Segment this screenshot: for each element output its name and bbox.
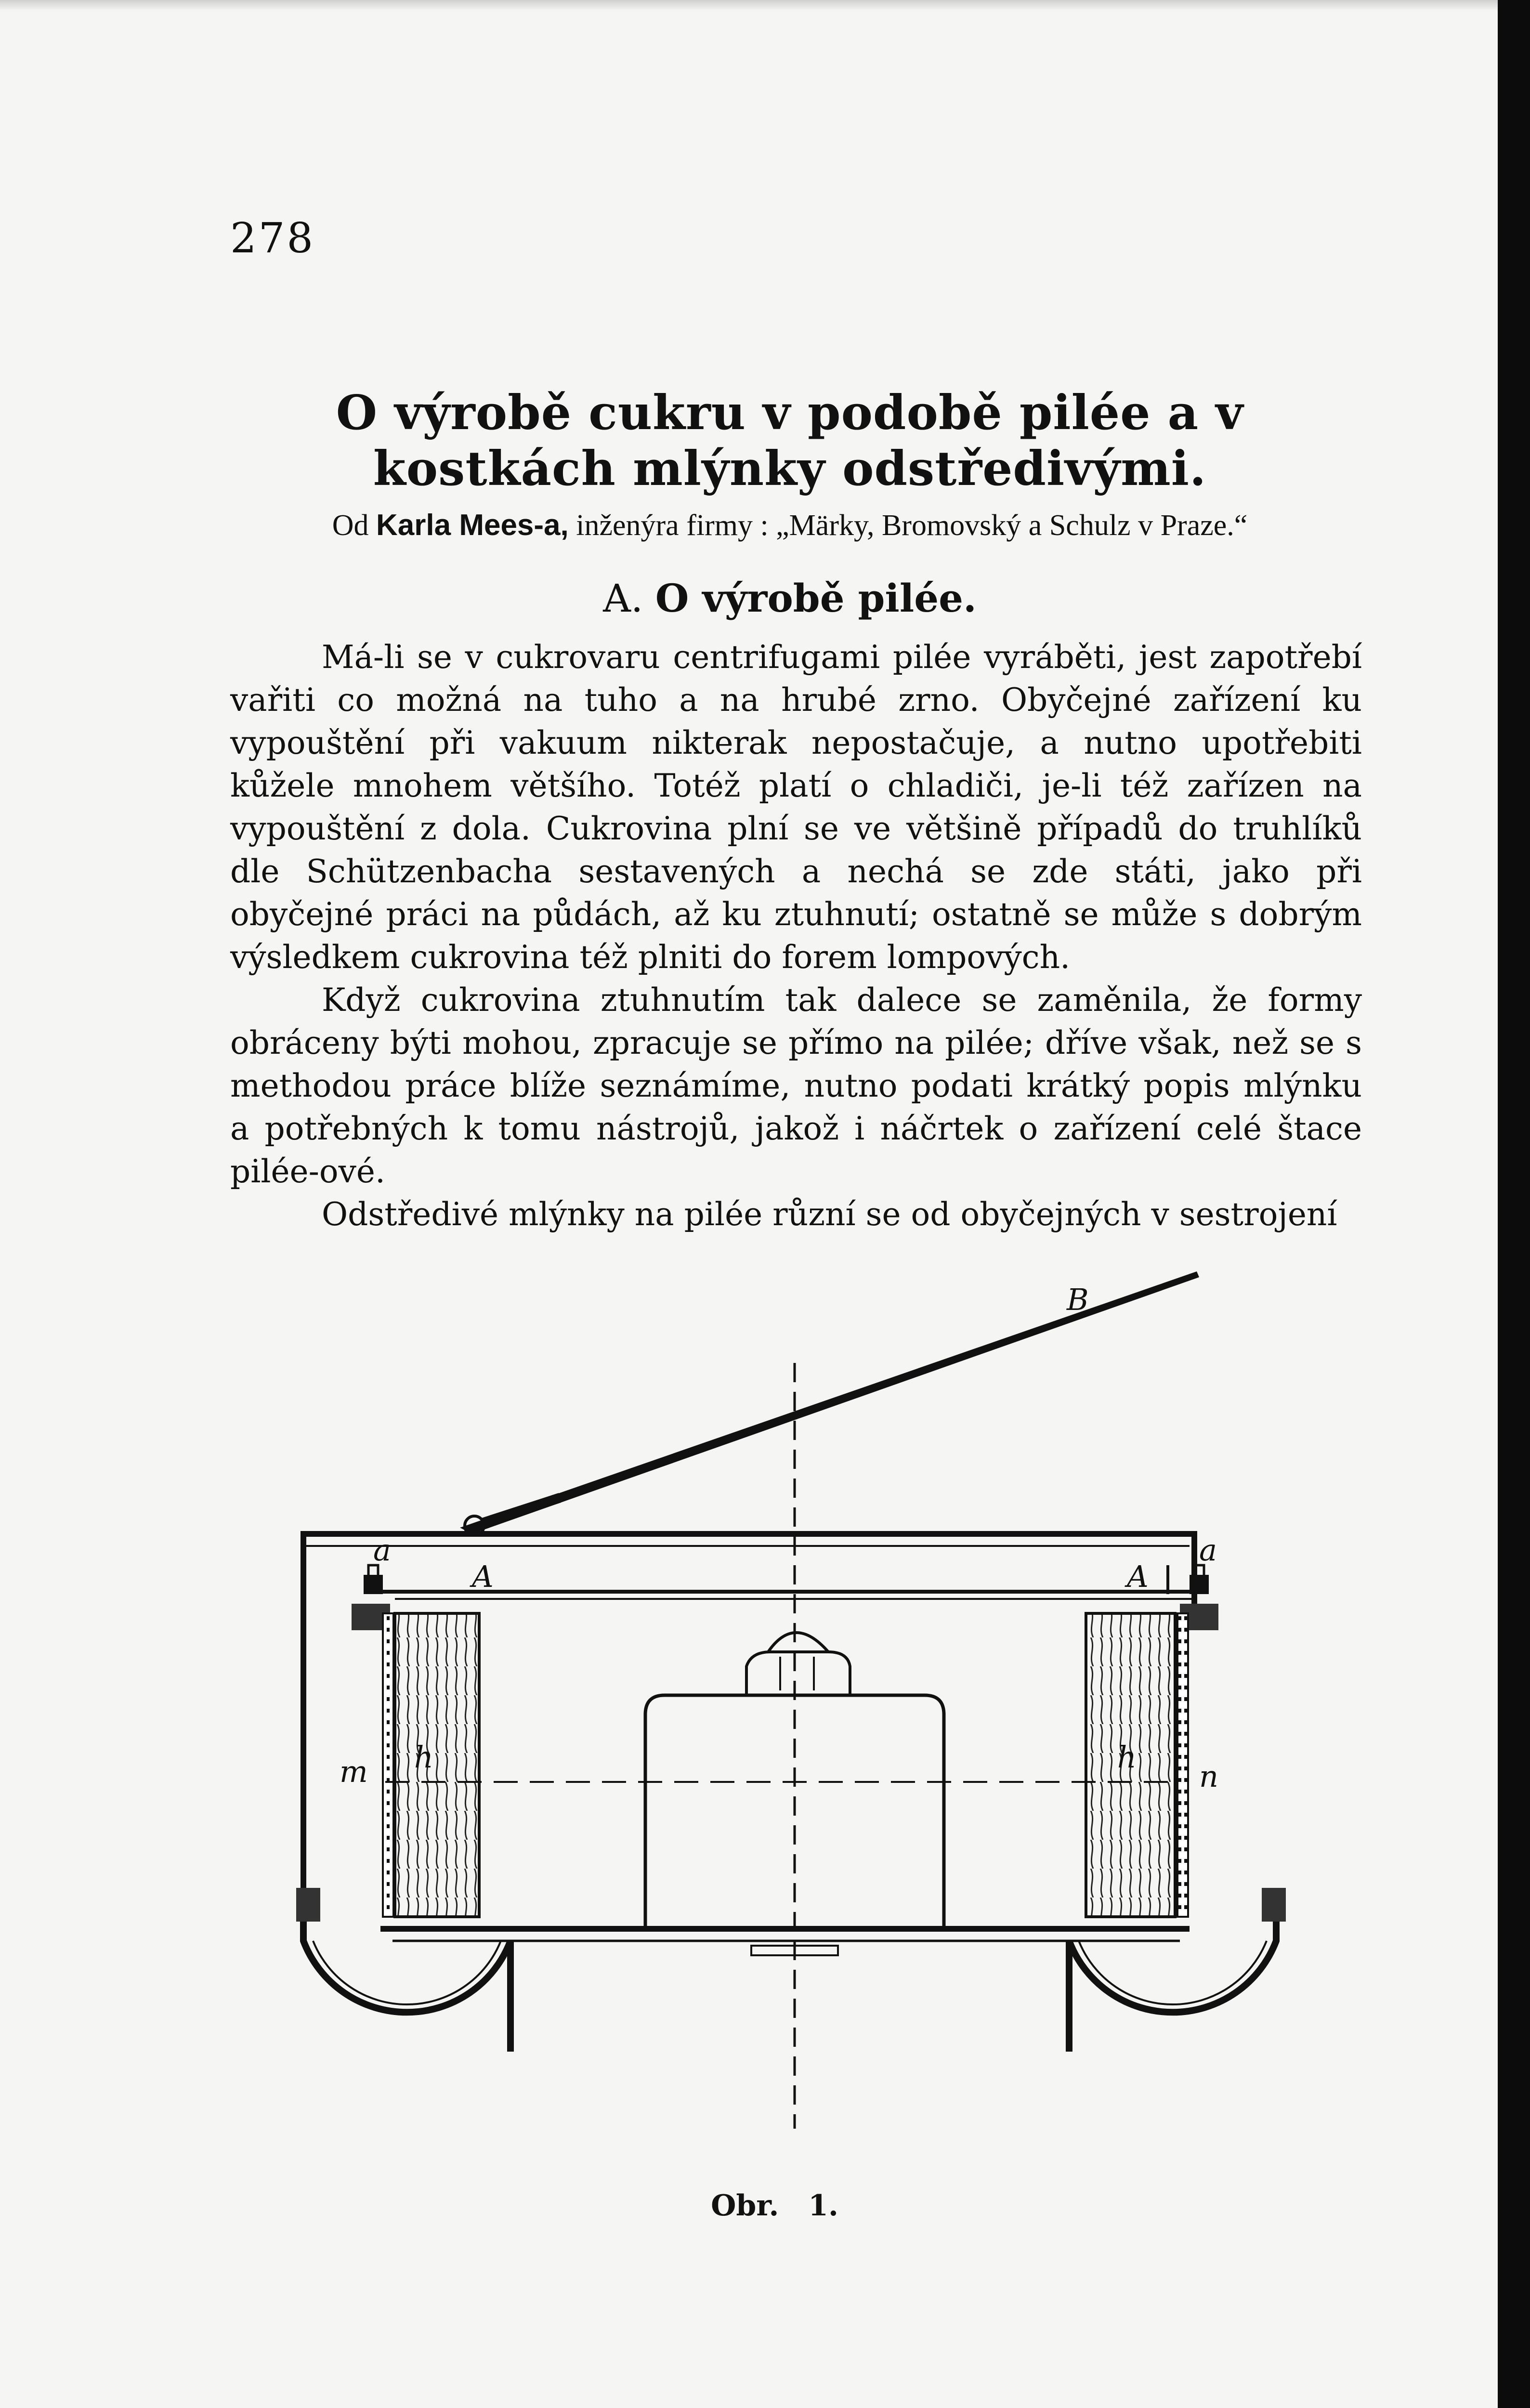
label-A-right: A [1127, 1559, 1149, 1594]
label-B: B [1067, 1282, 1089, 1317]
centrifuge-diagram [270, 1233, 1358, 2148]
byline [212, 508, 1368, 543]
scan-edge [1498, 0, 1530, 2408]
page-number: 278 [230, 214, 315, 262]
wood-block-left [395, 1613, 479, 1917]
drum-wall-right [1177, 1613, 1188, 1917]
drum-wall-left [383, 1613, 393, 1917]
label-h-right: h [1117, 1740, 1137, 1775]
section-letter: A. [603, 576, 643, 621]
caption-number: 1. [808, 2189, 838, 2223]
body-text [230, 636, 1362, 1236]
figure-caption [0, 2189, 1530, 2223]
byline-prefix: Od [332, 509, 376, 542]
byline-author: Karla Mees-a, [376, 509, 569, 542]
hub-nut [746, 1652, 850, 1695]
label-m: m [340, 1754, 368, 1789]
byline-rest: inženýra firmy : „Märky, Bromovský a Schulz v Praze.“ [568, 509, 1248, 542]
label-a-right: a [1199, 1532, 1217, 1568]
label-n: n [1199, 1759, 1218, 1794]
label-A-left: A [472, 1559, 494, 1594]
page-top-shadow [0, 0, 1530, 11]
section-title: O výrobě pilée. [655, 576, 977, 621]
paragraph-3: Odstředivé mlýnky na pilée různí se od obyčejných v sestrojení [322, 1196, 1337, 1233]
section-heading [212, 576, 1368, 621]
paragraph-2: Když cukrovina ztuhnutím tak dalece se zaměnila, že formy obráceny býti mohou, zpracuje se přímo na pilée; dříve však, než se s methodou práce blíže seznámíme, nutno podati krátký popis mlýnku a potřebných k tomu nástrojů, jakož i náčrtek o zařízení celé štace pilée-ové. [230, 982, 1362, 1190]
label-h-left: h [414, 1740, 433, 1775]
paragraph-1: Má-li se v cukrovaru centrifugami pilée vyráběti, jest zapotřebí vařiti co možná na tuho a na hrubé zrno. Obyčejné zařízení ku vypouštění při vakuum nikterak nepostačuje, a nutno upotřebiti kůžele mnohem většího. Totéž platí o chladiči, je-li též zařízen na vypouštění z dola. Cukrovina plní se ve většině případů do truhlíků dle Schützenbacha sestavených a nechá se zde státi, jako při obyčejné práci na půdách, až ku ztuhnutí; ostatně se může s dobrým výsledkem cukrovina též plniti do forem lompových. [230, 639, 1362, 976]
article-title: O výrobě cukru v podobě pilée a v kostkách mlýnky odstředivými. [336, 385, 1244, 497]
caption-label: Obr. [711, 2189, 779, 2223]
label-a-left: a [373, 1532, 391, 1568]
